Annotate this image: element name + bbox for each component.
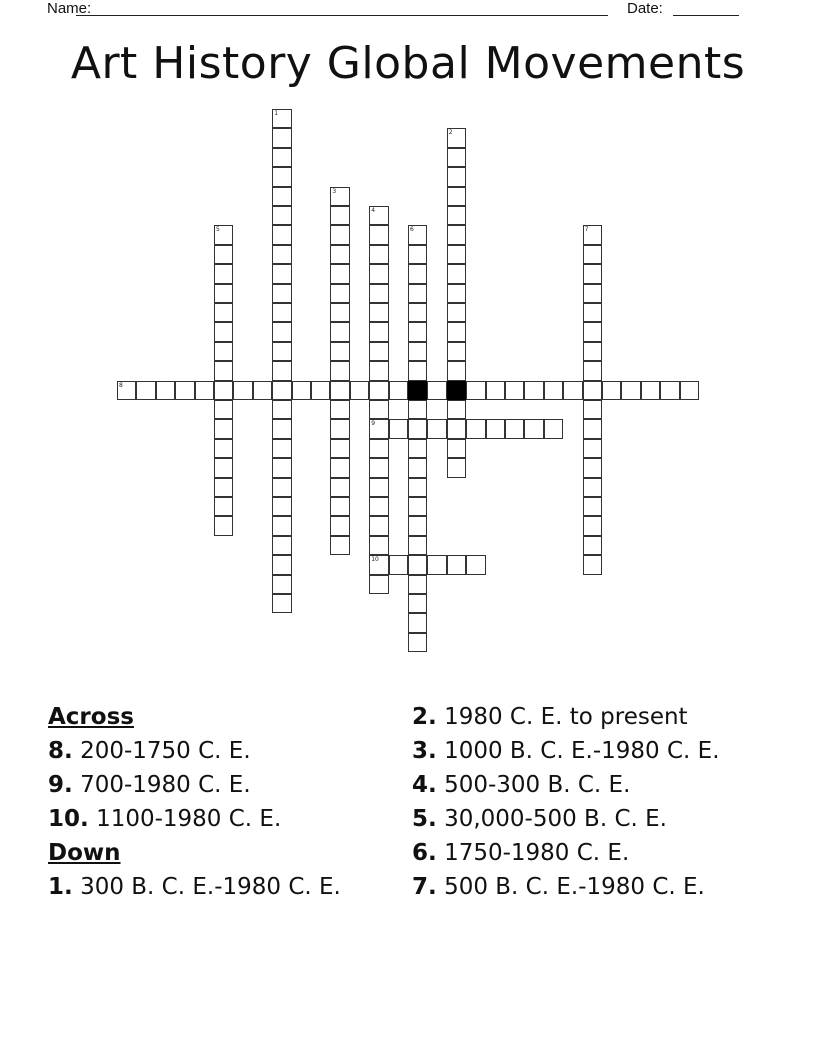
grid-cell[interactable] bbox=[641, 381, 660, 400]
grid-cell[interactable] bbox=[272, 206, 291, 225]
grid-cell[interactable] bbox=[408, 225, 427, 244]
grid-cell[interactable] bbox=[214, 478, 233, 497]
cell-number: 3 bbox=[332, 187, 337, 195]
grid-cell[interactable] bbox=[369, 555, 388, 574]
grid-cell[interactable] bbox=[447, 439, 466, 458]
grid-cell[interactable] bbox=[427, 419, 446, 438]
name-label: Name: bbox=[47, 0, 92, 17]
grid-cell[interactable] bbox=[214, 419, 233, 438]
grid-cell[interactable] bbox=[272, 245, 291, 264]
grid-cell[interactable] bbox=[330, 361, 349, 380]
grid-cell[interactable] bbox=[447, 322, 466, 341]
grid-cell[interactable] bbox=[447, 342, 466, 361]
grid-cell[interactable] bbox=[330, 497, 349, 516]
cell-number: 9 bbox=[371, 420, 376, 428]
grid-cell[interactable] bbox=[214, 245, 233, 264]
grid-cell[interactable] bbox=[272, 536, 291, 555]
grid-cell[interactable] bbox=[233, 381, 252, 400]
grid-cell[interactable] bbox=[621, 381, 640, 400]
grid-cell[interactable] bbox=[272, 109, 291, 128]
grid-cell[interactable] bbox=[408, 516, 427, 535]
grid-cell[interactable] bbox=[311, 381, 330, 400]
grid-cell[interactable] bbox=[369, 342, 388, 361]
grid-cell[interactable] bbox=[505, 419, 524, 438]
grid-cell[interactable] bbox=[214, 342, 233, 361]
grid-cell[interactable] bbox=[369, 303, 388, 322]
grid-cell[interactable] bbox=[330, 419, 349, 438]
grid-cell[interactable] bbox=[330, 342, 349, 361]
grid-cell[interactable] bbox=[408, 245, 427, 264]
clue-number: 4. bbox=[412, 772, 437, 798]
grid-cell[interactable] bbox=[272, 303, 291, 322]
grid-cell[interactable] bbox=[466, 419, 485, 438]
clue-number: 1. bbox=[48, 874, 73, 900]
grid-cell[interactable] bbox=[272, 419, 291, 438]
grid-cell[interactable] bbox=[486, 419, 505, 438]
clue-number: 5. bbox=[412, 806, 437, 832]
grid-cell[interactable] bbox=[156, 381, 175, 400]
grid-cell[interactable] bbox=[583, 478, 602, 497]
grid-cell[interactable] bbox=[272, 187, 291, 206]
grid-cell[interactable] bbox=[330, 225, 349, 244]
clue-text: 500 B. C. E.-1980 C. E. bbox=[444, 874, 705, 900]
grid-cell[interactable] bbox=[447, 206, 466, 225]
clue-text: 1750-1980 C. E. bbox=[444, 840, 630, 866]
grid-cell[interactable] bbox=[214, 284, 233, 303]
grid-cell[interactable] bbox=[175, 381, 194, 400]
grid-cell[interactable] bbox=[330, 516, 349, 535]
grid-cell[interactable] bbox=[389, 381, 408, 400]
grid-cell[interactable] bbox=[214, 439, 233, 458]
grid-cell[interactable] bbox=[544, 419, 563, 438]
grid-cell[interactable] bbox=[272, 284, 291, 303]
grid-cell[interactable] bbox=[447, 361, 466, 380]
grid-cell[interactable] bbox=[272, 264, 291, 283]
grid-cell[interactable] bbox=[369, 361, 388, 380]
clue-number: 8. bbox=[48, 738, 73, 764]
grid-cell[interactable] bbox=[369, 497, 388, 516]
grid-cell[interactable] bbox=[408, 439, 427, 458]
clue-text: 500-300 B. C. E. bbox=[444, 772, 631, 798]
grid-cell[interactable] bbox=[466, 555, 485, 574]
grid-cell[interactable] bbox=[447, 225, 466, 244]
grid-cell[interactable] bbox=[447, 400, 466, 419]
grid-cell[interactable] bbox=[330, 303, 349, 322]
grid-cell[interactable] bbox=[524, 419, 543, 438]
grid-cell[interactable] bbox=[330, 400, 349, 419]
grid-cell[interactable] bbox=[369, 458, 388, 477]
grid-cell[interactable] bbox=[350, 381, 369, 400]
grid-cell[interactable] bbox=[369, 419, 388, 438]
clue-text: 30,000-500 B. C. E. bbox=[444, 806, 667, 832]
grid-cell[interactable] bbox=[408, 419, 427, 438]
grid-cell[interactable] bbox=[330, 245, 349, 264]
grid-cell[interactable] bbox=[214, 264, 233, 283]
cell-number: 8 bbox=[119, 381, 123, 389]
grid-cell[interactable] bbox=[369, 322, 388, 341]
grid-cell[interactable] bbox=[408, 322, 427, 341]
cell-number: 4 bbox=[371, 207, 376, 214]
grid-cell[interactable] bbox=[330, 458, 349, 477]
grid-cell[interactable] bbox=[583, 342, 602, 361]
grid-cell[interactable] bbox=[408, 594, 427, 613]
grid-cell[interactable] bbox=[505, 381, 524, 400]
grid-cell[interactable] bbox=[427, 381, 446, 400]
grid-cell[interactable] bbox=[272, 575, 291, 594]
grid-cell[interactable] bbox=[447, 187, 466, 206]
grid-cell[interactable] bbox=[583, 516, 602, 535]
clue-number: 2. bbox=[412, 704, 437, 730]
grid-cell[interactable] bbox=[369, 245, 388, 264]
grid-cell[interactable] bbox=[583, 284, 602, 303]
clue-across-8 bbox=[48, 737, 368, 765]
grid-cell[interactable] bbox=[583, 400, 602, 419]
page-title: Art History Global Movements bbox=[70, 38, 746, 89]
grid-cell[interactable] bbox=[272, 497, 291, 516]
grid-cell[interactable] bbox=[214, 361, 233, 380]
grid-cell[interactable] bbox=[563, 381, 582, 400]
black-cell bbox=[447, 381, 466, 400]
clue-text: 200-1750 C. E. bbox=[80, 738, 251, 764]
clue-text: 1100-1980 C. E. bbox=[96, 806, 282, 832]
grid-cell[interactable] bbox=[369, 264, 388, 283]
grid-cell[interactable] bbox=[583, 381, 602, 400]
grid-cell[interactable] bbox=[408, 536, 427, 555]
grid-cell[interactable] bbox=[214, 225, 233, 244]
clue-number: 10. bbox=[48, 806, 89, 832]
grid-cell[interactable] bbox=[447, 458, 466, 477]
grid-cell[interactable] bbox=[583, 497, 602, 516]
grid-cell[interactable] bbox=[272, 594, 291, 613]
clue-text: 1980 C. E. to present bbox=[444, 704, 688, 730]
grid-cell[interactable] bbox=[117, 381, 136, 400]
grid-cell[interactable] bbox=[330, 536, 349, 555]
cell-number: 5 bbox=[216, 226, 220, 234]
grid-cell[interactable] bbox=[369, 400, 388, 419]
grid-cell[interactable] bbox=[272, 458, 291, 477]
cell-number: 1 bbox=[274, 110, 279, 117]
grid-cell[interactable] bbox=[408, 458, 427, 477]
grid-cell[interactable] bbox=[583, 322, 602, 341]
clue-down-2 bbox=[412, 703, 732, 731]
clue-text: 700-1980 C. E. bbox=[80, 772, 251, 798]
grid-cell[interactable] bbox=[330, 322, 349, 341]
black-cell bbox=[408, 381, 427, 400]
grid-cell[interactable] bbox=[272, 225, 291, 244]
grid-cell[interactable] bbox=[272, 478, 291, 497]
grid-cell[interactable] bbox=[524, 381, 543, 400]
grid-cell[interactable] bbox=[583, 439, 602, 458]
grid-cell[interactable] bbox=[408, 264, 427, 283]
grid-cell[interactable] bbox=[408, 633, 427, 652]
grid-cell[interactable] bbox=[369, 381, 388, 400]
clue-down-1 bbox=[48, 873, 368, 901]
clue-number: 7. bbox=[412, 874, 437, 900]
grid-cell[interactable] bbox=[195, 381, 214, 400]
date-label: Date: bbox=[627, 0, 663, 17]
grid-cell[interactable] bbox=[272, 128, 291, 147]
grid-cell[interactable] bbox=[408, 497, 427, 516]
grid-cell[interactable] bbox=[447, 284, 466, 303]
clue-number: 6. bbox=[412, 840, 437, 866]
grid-cell[interactable] bbox=[583, 245, 602, 264]
grid-cell[interactable] bbox=[447, 555, 466, 574]
grid-cell[interactable] bbox=[330, 187, 349, 206]
grid-cell[interactable] bbox=[583, 536, 602, 555]
grid-cell[interactable] bbox=[292, 381, 311, 400]
grid-cell[interactable] bbox=[408, 575, 427, 594]
grid-cell[interactable] bbox=[272, 400, 291, 419]
grid-cell[interactable] bbox=[602, 381, 621, 400]
grid-cell[interactable] bbox=[272, 555, 291, 574]
grid-cell[interactable] bbox=[272, 439, 291, 458]
clue-number: 9. bbox=[48, 772, 73, 798]
grid-cell[interactable] bbox=[330, 381, 349, 400]
grid-cell[interactable] bbox=[389, 419, 408, 438]
grid-cell[interactable] bbox=[583, 225, 602, 244]
grid-cell[interactable] bbox=[408, 555, 427, 574]
grid-cell[interactable] bbox=[408, 613, 427, 632]
grid-cell[interactable] bbox=[583, 555, 602, 574]
cell-number: 6 bbox=[410, 226, 414, 234]
grid-cell[interactable] bbox=[544, 381, 563, 400]
cell-number: 7 bbox=[584, 226, 589, 234]
grid-cell[interactable] bbox=[330, 264, 349, 283]
grid-cell[interactable] bbox=[486, 381, 505, 400]
grid-cell[interactable] bbox=[369, 225, 388, 244]
grid-cell[interactable] bbox=[330, 439, 349, 458]
grid-cell[interactable] bbox=[466, 381, 485, 400]
clue-across-9 bbox=[48, 771, 368, 799]
grid-cell[interactable] bbox=[330, 206, 349, 225]
grid-cell[interactable] bbox=[408, 284, 427, 303]
grid-cell[interactable] bbox=[447, 419, 466, 438]
grid-cell[interactable] bbox=[447, 128, 466, 147]
grid-cell[interactable] bbox=[447, 264, 466, 283]
grid-cell[interactable] bbox=[330, 284, 349, 303]
grid-cell[interactable] bbox=[272, 148, 291, 167]
grid-cell[interactable] bbox=[330, 478, 349, 497]
grid-cell[interactable] bbox=[369, 478, 388, 497]
grid-cell[interactable] bbox=[447, 167, 466, 186]
clue-down-7 bbox=[412, 873, 732, 901]
grid-cell[interactable] bbox=[583, 458, 602, 477]
grid-cell[interactable] bbox=[136, 381, 155, 400]
down-heading: Down bbox=[48, 840, 121, 866]
grid-cell[interactable] bbox=[253, 381, 272, 400]
grid-cell[interactable] bbox=[408, 303, 427, 322]
grid-cell[interactable] bbox=[369, 536, 388, 555]
clue-down-4 bbox=[412, 771, 732, 799]
clues-right-column bbox=[412, 703, 732, 907]
across-heading: Across bbox=[48, 704, 134, 730]
grid-cell[interactable] bbox=[369, 439, 388, 458]
grid-cell[interactable] bbox=[408, 361, 427, 380]
cell-number: 10 bbox=[371, 556, 379, 564]
grid-cell[interactable] bbox=[214, 303, 233, 322]
grid-cell[interactable] bbox=[214, 516, 233, 535]
grid-cell[interactable] bbox=[389, 555, 408, 574]
clues-left-column bbox=[48, 703, 368, 907]
grid-cell[interactable] bbox=[272, 516, 291, 535]
grid-cell[interactable] bbox=[214, 497, 233, 516]
grid-cell[interactable] bbox=[583, 303, 602, 322]
grid-cell[interactable] bbox=[583, 419, 602, 438]
grid-cell[interactable] bbox=[408, 400, 427, 419]
grid-cell[interactable] bbox=[680, 381, 699, 400]
grid-cell[interactable] bbox=[272, 361, 291, 380]
clue-text: 1000 B. C. E.-1980 C. E. bbox=[444, 738, 720, 764]
clue-down-5 bbox=[412, 805, 732, 833]
clue-number: 3. bbox=[412, 738, 437, 764]
grid-cell[interactable] bbox=[447, 148, 466, 167]
grid-cell[interactable] bbox=[369, 575, 388, 594]
grid-cell[interactable] bbox=[214, 381, 233, 400]
grid-cell[interactable] bbox=[214, 322, 233, 341]
grid-cell[interactable] bbox=[272, 381, 291, 400]
grid-cell[interactable] bbox=[660, 381, 679, 400]
grid-cell[interactable] bbox=[272, 167, 291, 186]
grid-cell[interactable] bbox=[408, 478, 427, 497]
cell-number: 2 bbox=[448, 129, 453, 137]
clue-down-6 bbox=[412, 839, 732, 867]
grid-cell[interactable] bbox=[369, 284, 388, 303]
grid-cell[interactable] bbox=[272, 342, 291, 361]
grid-cell[interactable] bbox=[272, 322, 291, 341]
clue-down-3 bbox=[412, 737, 732, 765]
grid-cell[interactable] bbox=[214, 400, 233, 419]
clue-across-10 bbox=[48, 805, 368, 833]
grid-cell[interactable] bbox=[447, 245, 466, 264]
grid-cell[interactable] bbox=[408, 342, 427, 361]
grid-cell[interactable] bbox=[369, 516, 388, 535]
grid-cell[interactable] bbox=[369, 206, 388, 225]
grid-cell[interactable] bbox=[583, 361, 602, 380]
grid-cell[interactable] bbox=[583, 264, 602, 283]
grid-cell[interactable] bbox=[447, 303, 466, 322]
clue-text: 300 B. C. E.-1980 C. E. bbox=[80, 874, 341, 900]
grid-cell[interactable] bbox=[427, 555, 446, 574]
grid-cell[interactable] bbox=[214, 458, 233, 477]
